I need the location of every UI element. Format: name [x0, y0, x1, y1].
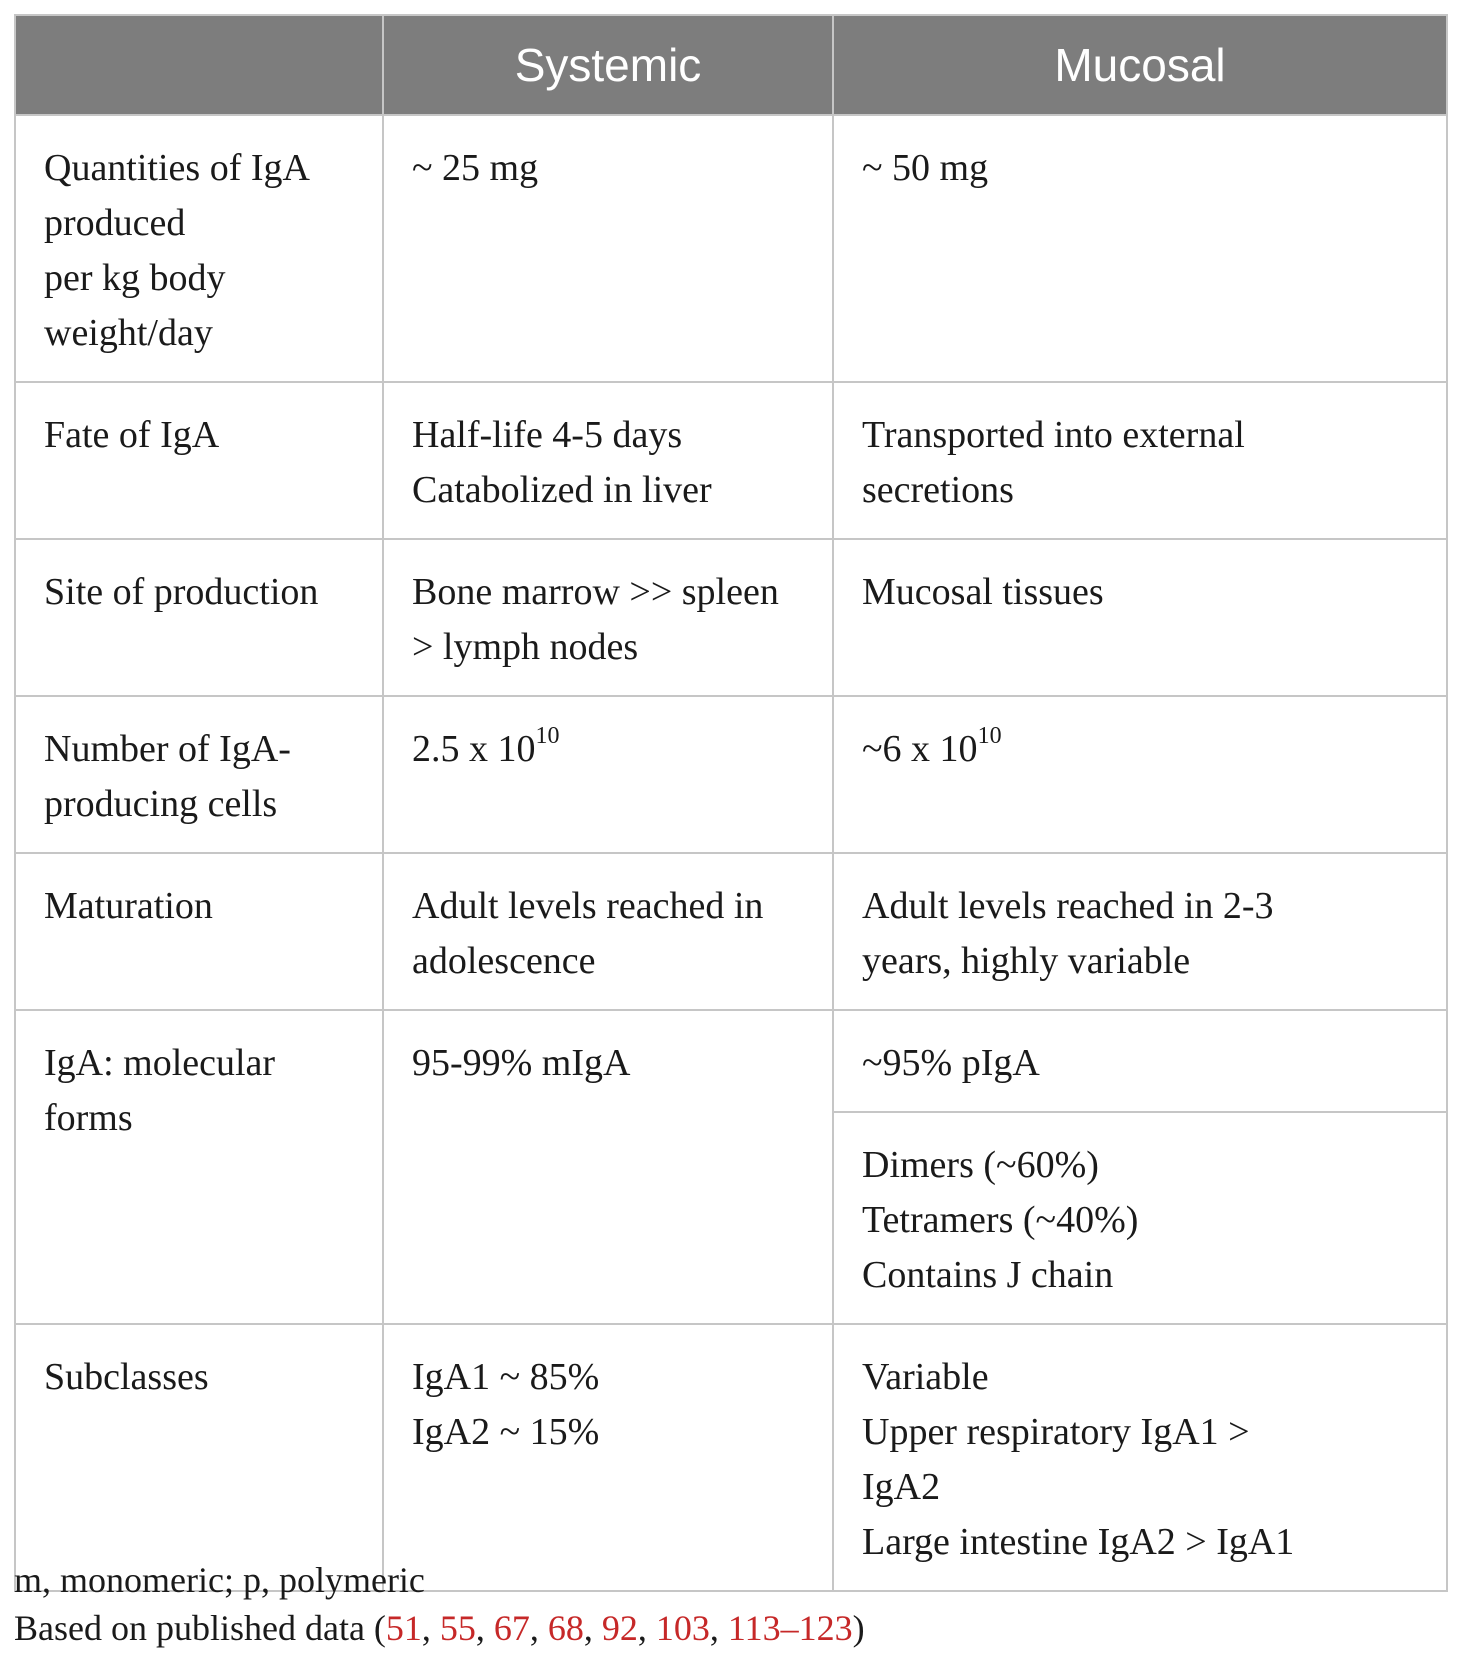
cell-line: secretions [862, 469, 1014, 511]
value-exponent: 10 [535, 723, 560, 750]
source-prefix: Based on published data ( [14, 1608, 386, 1648]
reference-link[interactable]: 92 [601, 1608, 638, 1648]
abbreviation-note: m, monomeric; p, polymeric [14, 1560, 425, 1600]
cell-line: Large intestine IgA2 > IgA1 [862, 1521, 1295, 1563]
cell-line: Adult levels reached in 2-3 [862, 885, 1274, 927]
reference-link[interactable]: 68 [547, 1608, 584, 1648]
label-line: forms [44, 1097, 133, 1139]
cell-line: adolescence [412, 940, 596, 982]
row-label [15, 1010, 383, 1324]
cell-line: > lymph nodes [412, 626, 639, 668]
systemic-cell [383, 382, 833, 539]
label-line: Number of IgA- [44, 728, 291, 770]
reference-link[interactable]: 103 [655, 1608, 710, 1648]
row-label [15, 853, 383, 1010]
value-base: ~6 x 10 [862, 728, 978, 770]
row-label [15, 1324, 383, 1591]
mucosal-cell [833, 853, 1447, 1010]
mucosal-cell [833, 1112, 1447, 1324]
cell-line: Transported into external [862, 414, 1245, 456]
header-row [15, 15, 1447, 115]
comparison-table [14, 14, 1448, 1592]
row-quantities [15, 115, 1447, 382]
label-line: producing cells [44, 783, 278, 825]
systemic-cell [383, 115, 833, 382]
label-line: Subclasses [44, 1356, 209, 1398]
cell-line: Catabolized in liver [412, 469, 712, 511]
mucosal-cell [833, 1324, 1447, 1591]
mucosal-cell [833, 696, 1447, 853]
cell-line [412, 722, 806, 777]
value-exponent: 10 [977, 723, 1002, 750]
row-site [15, 539, 1447, 696]
cell-line: IgA2 ~ 15% [412, 1411, 600, 1453]
header-systemic: Systemic [383, 15, 833, 115]
cell-line: Adult levels reached in [412, 885, 764, 927]
cell-line: Tetramers (~40%) [862, 1199, 1139, 1241]
label-line: produced [44, 202, 186, 244]
row-number [15, 696, 1447, 853]
label-line: per kg body [44, 257, 226, 299]
row-forms [15, 1010, 1447, 1112]
systemic-cell [383, 696, 833, 853]
mucosal-cell [833, 539, 1447, 696]
source-note: Based on published data (51, 55, 67, 68, 92, 103, 113–123) [14, 1608, 865, 1648]
table-footnotes [14, 1556, 865, 1652]
cell-line: ~ 25 mg [412, 147, 539, 189]
mucosal-cell [833, 1010, 1447, 1112]
cell-line: Contains J chain [862, 1254, 1114, 1296]
row-label [15, 539, 383, 696]
row-maturation [15, 853, 1447, 1010]
header-mucosal: Mucosal [833, 15, 1447, 115]
cell-line: years, highly variable [862, 940, 1191, 982]
systemic-cell [383, 1010, 833, 1324]
mucosal-cell [833, 115, 1447, 382]
systemic-cell [383, 1324, 833, 1591]
cell-line: Upper respiratory IgA1 > [862, 1411, 1250, 1453]
label-line: Quantities of IgA [44, 147, 310, 189]
value-base: 2.5 x 10 [412, 728, 536, 770]
cell-line [862, 722, 1420, 777]
systemic-cell [383, 853, 833, 1010]
row-fate [15, 382, 1447, 539]
label-line: Maturation [44, 885, 213, 927]
cell-line: Mucosal tissues [862, 571, 1104, 613]
cell-line: Variable [862, 1356, 989, 1398]
mucosal-cell [833, 382, 1447, 539]
reference-link[interactable]: 55 [439, 1608, 476, 1648]
cell-line: ~95% pIgA [862, 1042, 1040, 1084]
reference-link[interactable]: 113–123 [727, 1608, 853, 1648]
reference-link[interactable]: 51 [385, 1608, 422, 1648]
reference-link[interactable]: 67 [493, 1608, 530, 1648]
cell-line: ~ 50 mg [862, 147, 989, 189]
label-line: weight/day [44, 312, 213, 354]
label-line: IgA: molecular [44, 1042, 276, 1084]
cell-line: IgA1 ~ 85% [412, 1356, 600, 1398]
label-line: Site of production [44, 571, 319, 613]
cell-line: Bone marrow >> spleen [412, 571, 779, 613]
systemic-cell [383, 539, 833, 696]
cell-line: 95-99% mIgA [412, 1042, 631, 1084]
row-label [15, 115, 383, 382]
row-label [15, 382, 383, 539]
cell-line: Dimers (~60%) [862, 1144, 1099, 1186]
source-suffix: ) [852, 1608, 865, 1648]
label-line: Fate of IgA [44, 414, 220, 456]
cell-line: IgA2 [862, 1466, 941, 1508]
header-empty [15, 15, 383, 115]
row-label [15, 696, 383, 853]
cell-line: Half-life 4-5 days [412, 414, 683, 456]
row-subclasses [15, 1324, 1447, 1591]
